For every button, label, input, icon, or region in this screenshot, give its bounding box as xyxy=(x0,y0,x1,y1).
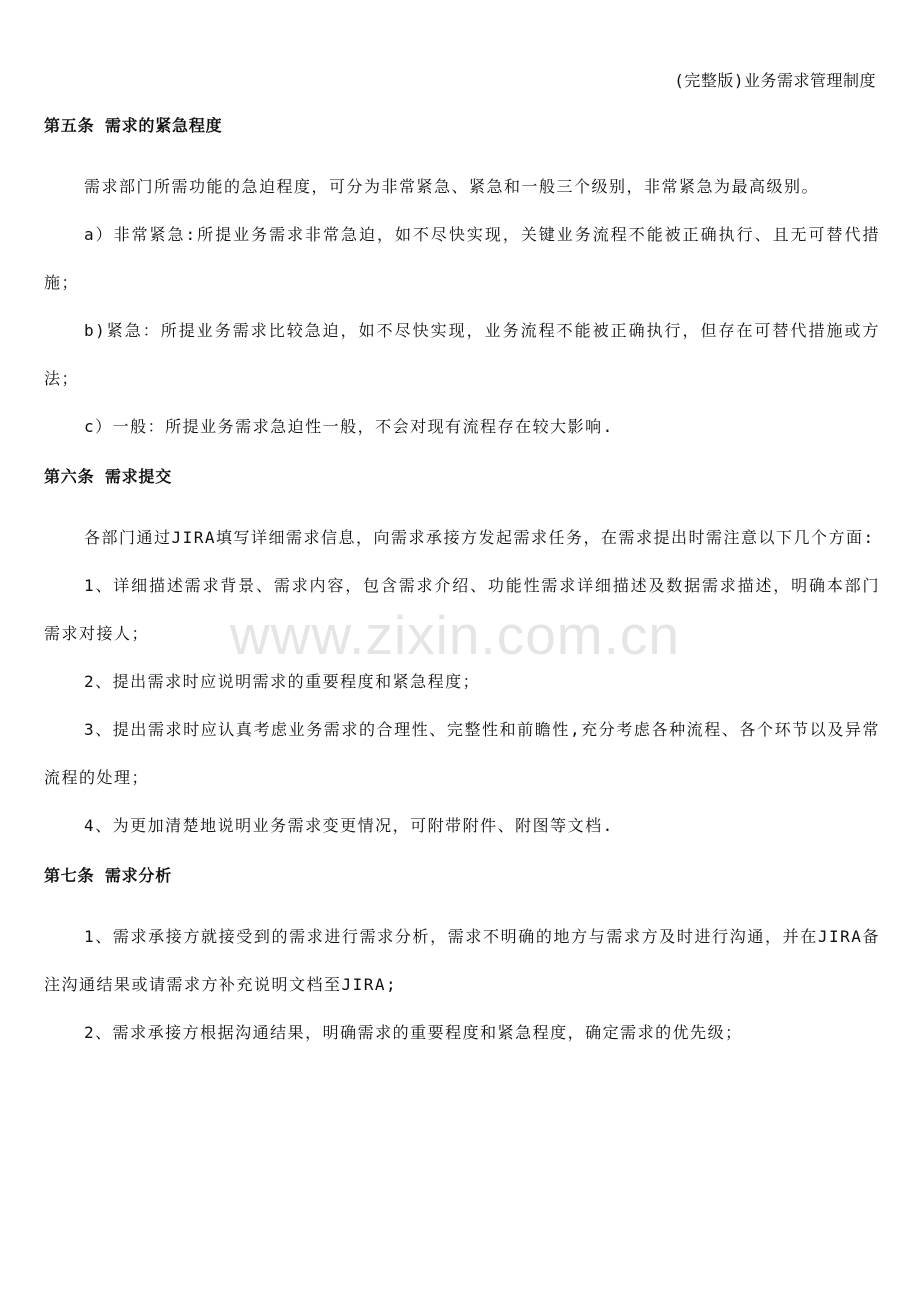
section-heading: 第六条 需求提交 xyxy=(44,467,173,486)
paragraph: 2、提出需求时应说明需求的重要程度和紧急程度； xyxy=(84,672,481,691)
section-heading: 第七条 需求分析 xyxy=(44,866,173,885)
watermark-text: www.zixin.com.cn xyxy=(230,604,680,666)
running-header-title: (完整版)业务需求管理制度 xyxy=(674,71,876,90)
section-heading: 第五条 需求的紧急程度 xyxy=(44,116,223,135)
paragraph: c）一般：所提业务需求急迫性一般，不会对现有流程存在较大影响. xyxy=(84,417,614,436)
paragraph: 4、为更加清楚地说明业务需求变更情况，可附带附件、附图等文档. xyxy=(84,816,614,835)
section-article-5 xyxy=(44,112,880,451)
section-article-7 xyxy=(44,862,880,1057)
section-article-6 xyxy=(44,463,880,850)
paragraph: 需求部门所需功能的急迫程度，可分为非常紧急、紧急和一般三个级别，非常紧急为最高级别。 xyxy=(84,177,820,196)
paragraph: 3、提出需求时应认真考虑业务需求的合理性、完整性和前瞻性,充分考虑各种流程、各个环节以及异常流程的处理； xyxy=(44,720,880,787)
paragraph: 各部门通过JIRA填写详细需求信息，向需求承接方发起需求任务，在需求提出时需注意以下几个方面: xyxy=(84,528,875,547)
paragraph: a）非常紧急:所提业务需求非常急迫，如不尽快实现，关键业务流程不能被正确执行、且无可替代措施； xyxy=(44,225,880,292)
document-body xyxy=(44,112,880,1069)
paragraph: b)紧急：所提业务需求比较急迫，如不尽快实现，业务流程不能被正确执行，但存在可替代措施或方法； xyxy=(44,321,880,388)
paragraph: 1、需求承接方就接受到的需求进行需求分析，需求不明确的地方与需求方及时进行沟通，并在JIRA备注沟通结果或请需求方补充说明文档至JIRA; xyxy=(44,927,880,994)
paragraph: 2、需求承接方根据沟通结果，明确需求的重要程度和紧急程度，确定需求的优先级； xyxy=(84,1023,743,1042)
paragraph: 1、详细描述需求背景、需求内容，包含需求介绍、功能性需求详细描述及数据需求描述，明确本部门需求对接人； xyxy=(44,576,880,643)
